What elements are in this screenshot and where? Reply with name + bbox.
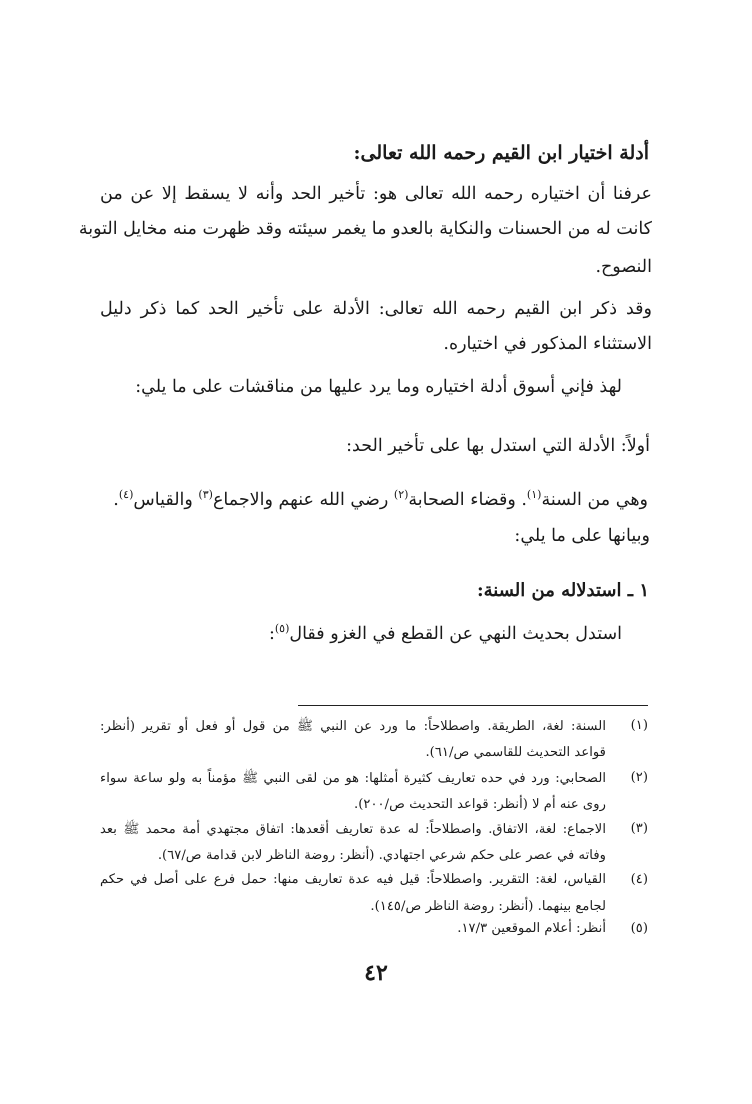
text-run: والقياس [133,489,199,510]
text-run: . [113,489,119,510]
paragraph-line: لهذ فإني أسوق أدلة اختياره وما يرد عليها من مناقشات على ما يلي: [135,377,622,397]
paragraph-line: أولاً: الأدلة التي استدل بها على تأخير الحد: [346,436,650,456]
footnote-text: وفاته في عصر على حكم شرعي اجتهادي. (أنظر: روضة الناظر لابن قدامة ص/٦٧). [157,848,606,863]
footnote [100,718,648,738]
footnote-divider [298,705,648,706]
footnote-number: (٤) [630,872,648,887]
footnote-number: (٥) [630,921,648,936]
text-run: استدل بحديث النهي عن القطع في الغزو فقال [289,623,622,644]
subheading: ١ ـ استدلاله من السنة: [477,580,649,601]
footnote-text: قواعد التحديث للقاسمي ص/٦١). [425,745,606,760]
paragraph-line: الاستثناء المذكور في اختياره. [443,334,652,354]
footnote [100,770,648,790]
footnote-number: (٢) [630,770,648,785]
paragraph-line [100,622,622,644]
footnote-number: (١) [630,718,648,733]
footnote-text: لجامع بينهما. (أنظر: روضة الناظر ص/١٤٥). [370,899,606,914]
footnote-ref: (٣) [198,488,213,501]
footnote-ref: (١) [526,488,542,501]
paragraph-line: عرفنا أن اختياره رحمه الله تعالى هو: تأخير الحد وأنه لا يسقط إلا عن من [100,184,652,204]
page-number: ٤٢ [364,960,388,986]
footnote-text: الاجماع: لغة، الاتفاق. واصطلاحاً: له عدة تعاريف أقعدها: اتفاق مجتهدي أمة محمد ﷺ بعد [100,822,606,837]
footnote-text: القياس، لغة: التقرير. واصطلاحاً: قيل فيه عدة تعاريف منها: حمل فرع على أصل في حكم [100,872,606,887]
text-run: رضي الله عنهم والاجماع [212,489,394,510]
paragraph-line [100,488,648,510]
footnote-ref: (٥) [274,622,290,635]
footnote-number: (٣) [630,821,648,836]
paragraph-line: النصوح. [595,257,652,277]
footnote-text: السنة: لغة، الطريقة. واصطلاحاً: ما ورد عن النبي ﷺ من قول أو فعل أو تقرير (أنظر: [100,719,606,734]
footnote-text: أنظر: أعلام الموقعين ١٧/٣. [457,921,606,936]
text-run: . وقضاء الصحابة [408,489,527,510]
paragraph-line: وقد ذكر ابن القيم رحمه الله تعالى: الأدلة على تأخير الحد كما ذكر دليل [100,299,652,319]
text-run: : [268,623,275,644]
paragraph-line: وبيانها على ما يلي: [514,526,650,546]
footnote-text: روى عنه أم لا (أنظر: قواعد التحديث ص/٢٠٠). [354,797,606,812]
footnote [100,872,648,892]
text-run: وهي من السنة [541,489,648,510]
section-heading: أدلة اختيار ابن القيم رحمه الله تعالى: [353,142,649,164]
paragraph-line: كانت له من الحسنات والنكاية بالعدو ما يغمر سيئته وقد ظهرت منه مخايل التوبة [78,219,652,239]
footnote-ref: (٢) [393,488,409,501]
footnote [100,821,648,841]
footnote [100,921,648,941]
footnote-ref: (٤) [118,488,134,501]
footnote-text: الصحابي: ورد في حده تعاريف كثيرة أمثلها: هو من لقى النبي ﷺ مؤمناً به ولو ساعة سواء [100,771,606,786]
